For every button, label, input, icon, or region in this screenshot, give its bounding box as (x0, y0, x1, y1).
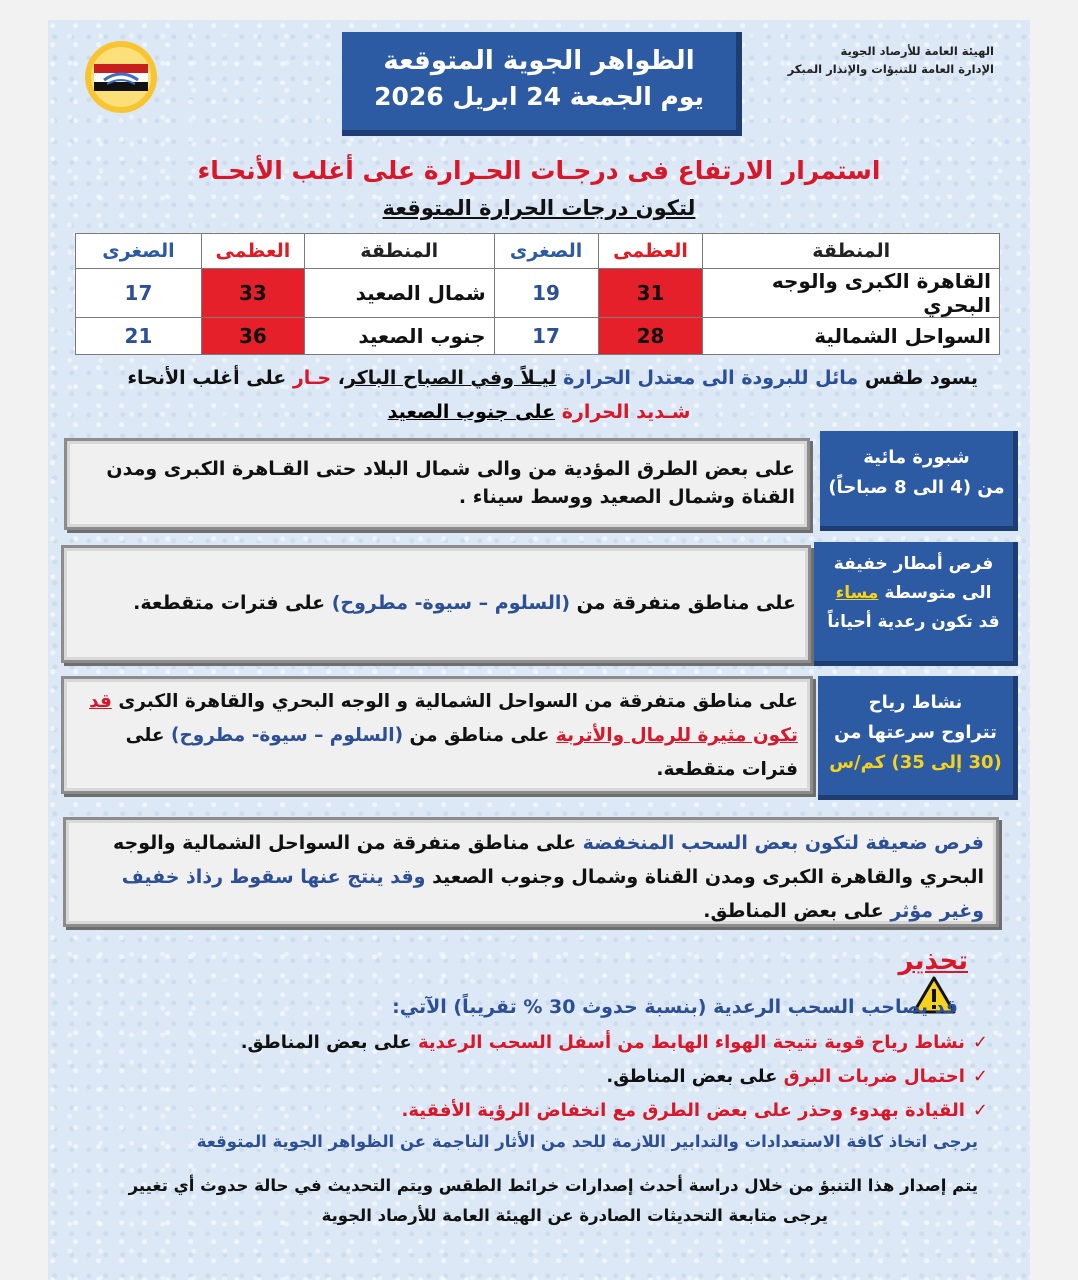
fog-description: على بعض الطرق المؤدية من والى شمال البلاد حتى القـاهرة الكبرى ومدن القناة وشمال الصعيد ووسط سيناء . (64, 438, 810, 530)
region-cell: شمال الصعيد (304, 269, 494, 318)
ema-logo-icon (82, 38, 160, 116)
warning-heading: تحذير (838, 946, 968, 986)
forecast-date: يوم الجمعة 24 ابريل 2026 (374, 82, 704, 111)
check-icon: ✓ (972, 1066, 988, 1087)
wind-label: نشاط رياح تتراوح سرعتها من (30 إلى 35) كم/س (818, 676, 1018, 800)
advice-text: يرجى اتخاذ كافة الاستعدادات والتدابير اللازمة للحد من الأثار الناجمة عن الظواهر الجوية المتوقعة (196, 1132, 978, 1151)
min-temp-cell: 19 (494, 269, 598, 318)
col-max: العظمى (201, 234, 304, 269)
col-region: المنطقة (703, 234, 1000, 269)
rain-label: فرص أمطار خفيفة الى متوسطة مساء قد تكون رعدية أحياناً (814, 542, 1018, 666)
clouds-description: فرص ضعيفة لتكون بعض السحب المنخفضة على مناطق متفرقة من السواحل الشمالية والوجه البحري والقاهرة الكبرى ومدن القناة وشمال وجنوب الصعيد وقد ينتج عنها سقوط رذاذ خفيف وغير مؤثر على بعض المناطق. (63, 817, 999, 927)
max-temp-cell: 33 (201, 269, 304, 318)
org-line-1: الهيئة العامة للأرصاد الجوية (840, 44, 994, 58)
forecast-sheet (48, 20, 1030, 1280)
col-max: العظمى (598, 234, 703, 269)
rain-description: على مناطق متفرقة من (السلوم – سيوة- مطروح) على فترات متقطعة. (61, 545, 811, 663)
warning-item: ✓نشاط رياح قوية نتيجة الهواء الهابط من أسفل السحب الرعدية على بعض المناطق. (240, 1032, 988, 1053)
temperature-table (75, 233, 1000, 355)
col-min: الصغرى (494, 234, 598, 269)
region-cell: القاهرة الكبرى والوجه البحري (703, 269, 1000, 318)
max-temp-cell: 31 (598, 269, 703, 318)
general-description: يسود طقس مائل للبرودة الى معتدل الحرارة ليـلاً وفي الصباح الباكر، حـار على أغلب الأنحاء (127, 367, 978, 389)
update-note: يتم إصدار هذا التنبؤ من خلال دراسة أحدث إصدارات خرائط الطقس ويتم التحديث في حالة حدوث أي تغيير (128, 1176, 978, 1195)
max-temp-cell: 28 (598, 318, 703, 355)
check-icon: ✓ (972, 1032, 988, 1053)
region-cell: السواحل الشمالية (703, 318, 1000, 355)
warning-intro: قد يصاحب السحب الرعدية (بنسبة حدوث 30 % تقريباً) الآتي: (392, 996, 958, 1018)
col-region: المنطقة (304, 234, 494, 269)
headline: استمرار الارتفاع فى درجـات الحـرارة على أغلب الأنحـاء (197, 156, 881, 185)
warning-item: ✓القيادة بهدوء وحذر على بعض الطرق مع انخفاض الرؤية الأفقية. (401, 1100, 988, 1121)
follow-note: يرجى متابعة التحديثات الصادرة عن الهيئة العامة للأرصاد الجوية (321, 1206, 828, 1225)
temperature-caption: لتكون درجات الحرارة المتوقعة (382, 196, 696, 220)
min-temp-cell: 17 (494, 318, 598, 355)
check-icon: ✓ (972, 1100, 988, 1121)
fog-label: شبورة مائية من (4 الى 8 صباحاً) (820, 431, 1018, 531)
table-header-row (76, 234, 1000, 269)
page-title: الظواهر الجوية المتوقعة (383, 46, 695, 76)
min-temp-cell: 17 (76, 269, 202, 318)
region-cell: جنوب الصعيد (304, 318, 494, 355)
title-box (342, 32, 742, 136)
wind-description: على مناطق متفرقة من السواحل الشمالية و الوجه البحري والقاهرة الكبرى قد تكون مثيرة للرمال والأتربة على مناطق من (السلوم – سيوة- مطروح) على فترات متقطعة. (61, 676, 813, 794)
warning-item: ✓احتمال ضربات البرق على بعض المناطق. (606, 1066, 988, 1087)
general-description-2: شـديد الحرارة على جنوب الصعيد (387, 401, 691, 423)
max-temp-cell: 36 (201, 318, 304, 355)
col-min: الصغرى (76, 234, 202, 269)
table-row (76, 269, 1000, 318)
org-line-2: الإدارة العامة للتنبؤات والإنذار المبكر (787, 62, 994, 76)
min-temp-cell: 21 (76, 318, 202, 355)
table-row (76, 318, 1000, 355)
